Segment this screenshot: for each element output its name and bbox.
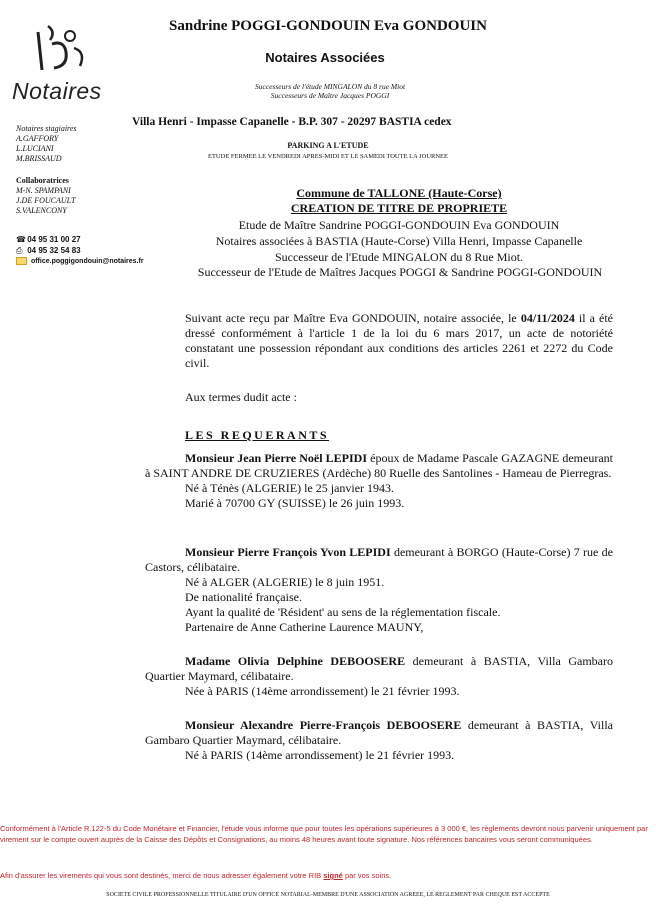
requerant-entry: Monsieur Alexandre Pierre-François DEBOOSERE demeurant à BASTIA, Villa Gambaro Quartier Maymard, célibataire. Né à PARIS (14ème arrondissement) le 21 février 1993. [145,718,613,762]
requerant-detail: Né à ALGER (ALGERIE) le 8 juin 1951. [185,575,385,589]
requerants-heading: LES REQUERANTS [185,428,330,442]
requerant-entry: Monsieur Pierre François Yvon LEPIDI demeurant à BORGO (Haute-Corse) 7 rue de Castors, célibataire. Né à ALGER (ALGERIE) le 8 juin 1951. De nationalité française. Ayant la qualité de 'Résident' au sens de la réglementation fiscale. Partenaire de Anne Catherine Laurence MAUNY, [145,545,613,634]
requerant-name: Monsieur Pierre François Yvon LEPIDI [185,545,391,559]
payment-notice: Conformément à l'Article R.122-5 du Code Monétaire et Financier, l'étude vous informe que pour toutes les opérations supérieures à 3 000 €, les règlements devront nous parvenir uniquement par virement sur le compte ouvert auprès de la Caisse des Dépôts et Consignations, au moins 48 heures avant toute signature. Nos références bancaires vous seront communiquées. [0,824,648,844]
requerant-detail: Partenaire de Anne Catherine Laurence MAUNY, [185,620,424,634]
phone-icon: ☎ [16,235,26,244]
society-notice: SOCIETE CIVILE PROFESSIONNELLE TITULAIRE D'UN OFFICE NOTARIAL-MEMBRE D'UNE ASSOCIATION AGREEE, LE REGLEMENT PAR CHEQUE EST ACCEPTE [106,892,550,898]
successor-line-1: Successeurs de l'étude MINGALON du 8 rue Miot [254,82,406,91]
parking-notice: PARKING A L'ETUDE [287,141,369,150]
notaries-title: Sandrine POGGI-GONDOUIN Eva GONDOUIN [169,18,487,34]
requerant-entry: Madame Olivia Delphine DEBOOSERE demeurant à BASTIA, Villa Gambaro Quartier Maymard, célibataire. Née à PARIS (14ème arrondissement) le 21 février 1993. [145,654,613,698]
office-line-4: Successeur de l'Etude de Maîtres Jacques POGGI & Sandrine POGGI-GONDOUIN [197,265,603,279]
successor-line-2: Successeurs de Maître Jacques POGGI [270,91,390,100]
requerant-name: Monsieur Jean Pierre Noël LEPIDI [185,451,368,465]
requerant-entry: Monsieur Jean Pierre Noël LEPIDI époux de Madame Pascale GAZAGNE demeurant à SAINT ANDRE DE CRUZIERES (Ardèche) 80 Ruelle des Santolines - Hameau de Pierregras. Né à Ténès (ALGERIE) le 25 janvier 1943. Marié à 70700 GY (SUISSE) le 26 juin 1993. [145,451,614,510]
rib-notice: Afin d'assurer les virements qui vous sont destinés, merci de nous adresser également votre RIB signé par vos soins. [0,871,392,880]
office-line-1: Etude de Maître Sandrine POGGI-GONDOUIN Eva GONDOUIN [238,218,560,232]
stagiaire-item: L.LUCIANI [16,144,54,153]
phone-line [16,234,81,245]
requerant-detail: Né à Ténès (ALGERIE) le 25 janvier 1943. [185,481,395,495]
office-line-3: Successeur de l'Etude MINGALON du 8 Rue Miot. [274,250,524,264]
phone-number: 04 95 31 00 27 [27,235,81,244]
deed-date: 04/11/2024 [520,311,575,325]
fax-number: 04 95 32 54 83 [27,246,81,255]
office-line-2: Notaires associées à BASTIA (Haute-Corse) Villa Henri, Impasse Capanelle [215,234,583,248]
fax-line [16,245,81,256]
requerant-detail: De nationalité française. [185,590,302,604]
rib-signed: signé [323,871,343,880]
logo-text: Notaires [12,78,102,104]
collaboratrice-item: J.DE FOUCAULT [16,196,76,205]
requerant-detail: Ayant la qualité de 'Résident' au sens de la réglementation fiscale. [185,605,501,619]
stagiaires-label: Notaires stagiaires [16,124,77,133]
email-address[interactable]: office.poggigondouin@notaires.fr [30,258,144,265]
deed-paragraph: Suivant acte reçu par Maître Eva GONDOUIN, notaire associée, le 04/11/2024 il a été dressé conformément à l'article 1 de la loi du 6 mars 2017, un acte de notoriété constatant une possession répondant aux conditions des articles 2261 et 2272 du Code civil. [185,311,613,370]
collaboratrices-label: Collaboratrices [16,176,69,185]
stagiaire-item: A.GAFFORY [16,134,59,143]
notice-heading: CREATION DE TITRE DE PROPRIETE [290,201,508,215]
commune-heading: Commune de TALLONE (Haute-Corse) [296,186,502,200]
requerant-detail: Né à PARIS (14ème arrondissement) le 21 février 1993. [185,748,455,762]
envelope-icon [16,257,27,265]
closing-hours-notice: ETUDE FERMEE LE VENDREDI APRES-MIDI ET LE SAMEDI TOUTE LA JOURNEE [207,153,448,160]
requerant-detail: Marié à 70700 GY (SUISSE) le 26 juin 1993. [185,496,405,510]
fax-icon: ⎙ [16,246,23,255]
terms-line: Aux termes dudit acte : [185,390,297,404]
requerant-name: Monsieur Alexandre Pierre-François DEBOOSERE [185,718,462,732]
requerant-name: Madame Olivia Delphine DEBOOSERE [185,654,406,668]
email-line [16,256,144,267]
requerant-detail: Née à PARIS (14ème arrondissement) le 21 février 1993. [185,684,460,698]
notaries-subtitle: Notaires Associées [265,50,385,65]
stagiaire-item: M.BRISSAUD [16,154,62,163]
collaboratrice-item: S.VALENCONY [16,206,67,215]
office-address: Villa Henri - Impasse Capanelle - B.P. 307 - 20297 BASTIA cedex [132,116,452,128]
collaboratrice-item: M-N. SPAMPANI [16,186,71,195]
